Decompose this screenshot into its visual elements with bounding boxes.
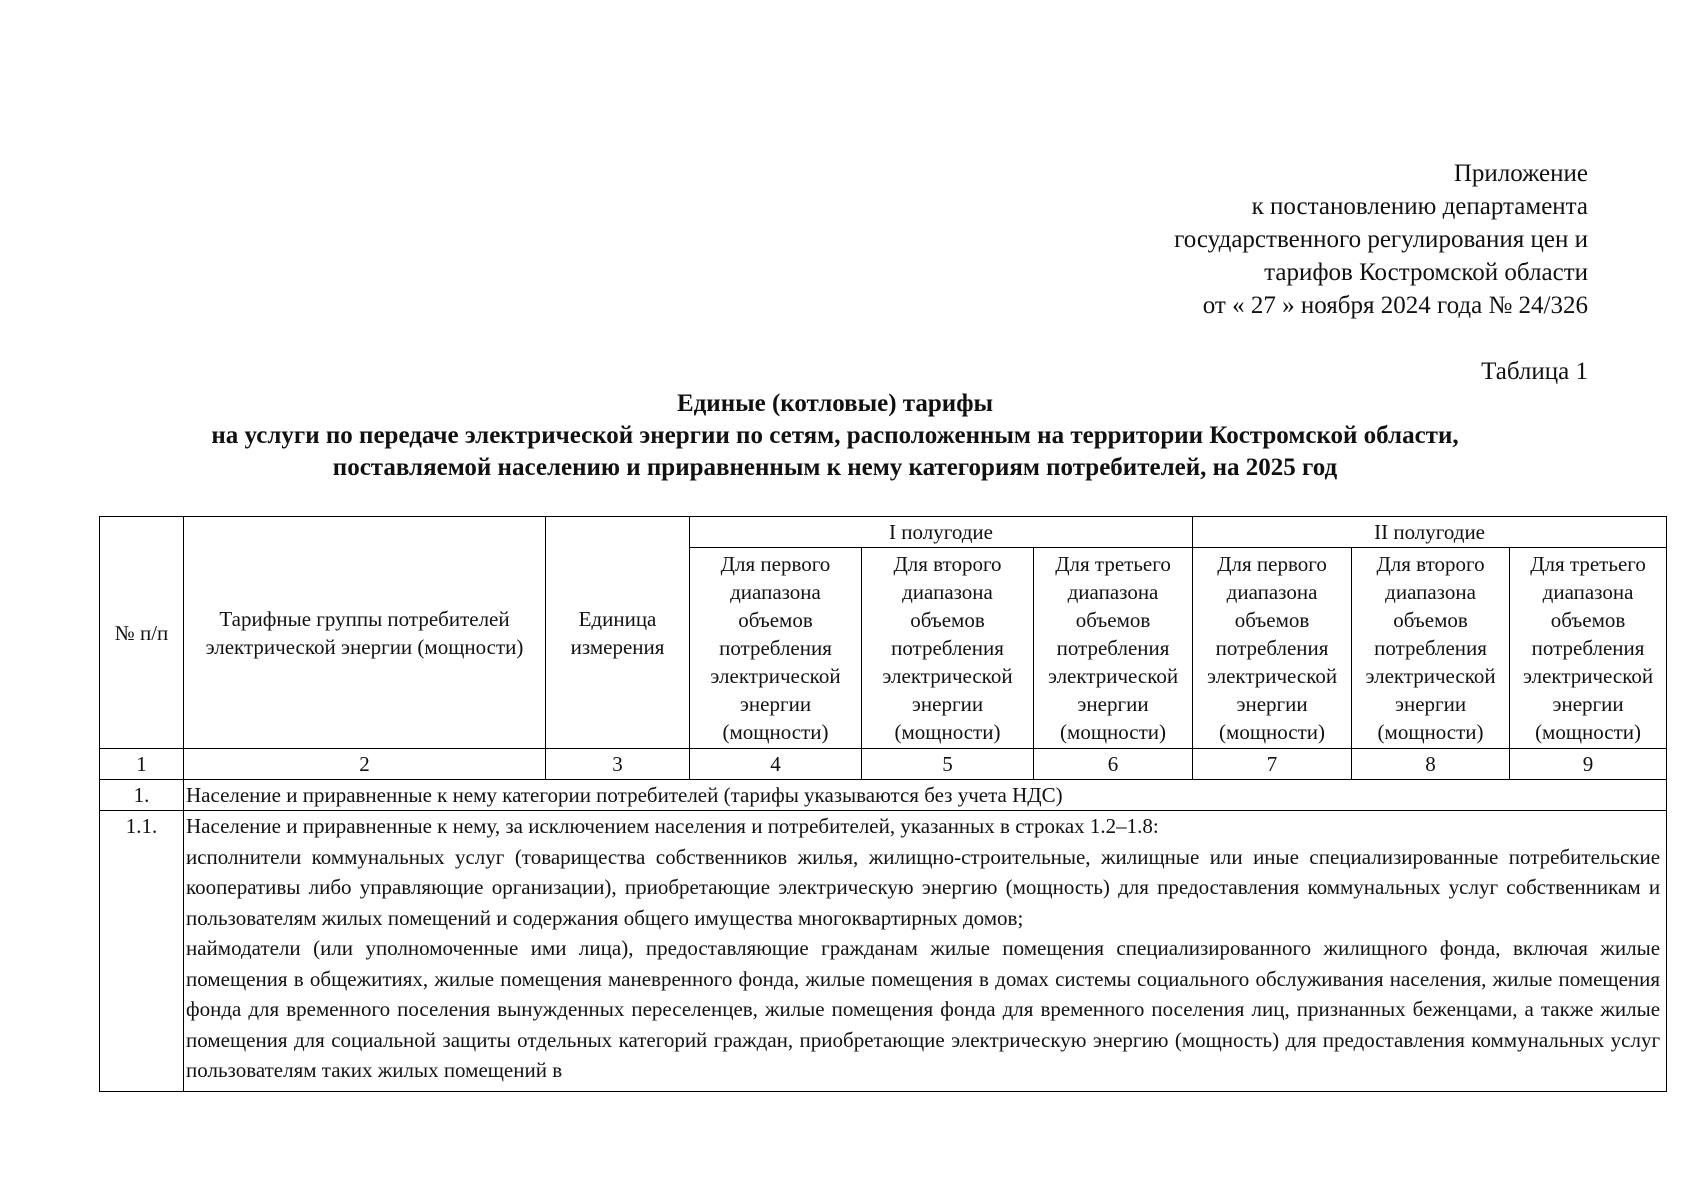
header-h1-range1: Для первого диапазона объемов потребления электрической энергии (мощности) — [690, 548, 862, 749]
row-title: Население и приравненные к нему категории потребителей (тарифы указываются без учета НДС) — [184, 780, 1667, 811]
appendix-line: государственного регулирования цен и — [1174, 226, 1588, 253]
row-description-clip — [186, 811, 1660, 1091]
column-number-row — [100, 749, 1667, 780]
row-number: 1.1. — [100, 811, 184, 1092]
row-paragraph: наймодатели (или уполномоченные ими лица), предоставляющие гражданам жилые помещения специализированного жилищного фонда, включая жилые помещения в общежитиях, жилые помещения маневренного фонда, жилые помещения в домах системы социального обслуживания населения, жилые помещения фонда для временного поселения вынужденных переселенцев, жилые помещения фонда для временного поселения лиц, признанных беженцами, а также жилые помещения для социальной защиты отдельных категорий граждан, приобретающие электрическую энергию (мощность) для предоставления коммунальных услуг пользователям таких жилых помещений в — [186, 936, 1661, 1082]
column-number: 6 — [1034, 749, 1193, 780]
header-group: Тарифные группы потребителей электрической энергии (мощности) — [184, 517, 546, 749]
header-num: № п/п — [100, 517, 184, 749]
table-label: Таблица 1 — [1481, 358, 1588, 385]
column-number: 9 — [1510, 749, 1667, 780]
appendix-line: тарифов Костромской области — [1264, 259, 1588, 286]
appendix-line: Приложение — [1453, 160, 1588, 187]
header-h2-range2: Для второго диапазона объемов потребления электрической энергии (мощности) — [1352, 548, 1510, 749]
appendix-block — [948, 157, 1588, 322]
header-h2-range1: Для первого диапазона объемов потребления электрической энергии (мощности) — [1193, 548, 1352, 749]
header-h2-range3: Для третьего диапазона объемов потребления электрической энергии (мощности) — [1510, 548, 1667, 749]
column-number: 1 — [100, 749, 184, 780]
title-line: на услуги по передаче электрической энергии по сетям, расположенным на территории Костромской области, — [211, 422, 1459, 449]
row-number: 1. — [100, 780, 184, 811]
header-unit: Единица измерения — [546, 517, 690, 749]
table-row — [100, 811, 1667, 1092]
header-half1: I полугодие — [690, 517, 1193, 548]
tariff-table — [99, 516, 1667, 1092]
row-paragraph: исполнители коммунальных услуг (товарищества собственников жилья, жилищно-строительные, жилищные или иные специализированные потребительские кооперативы либо управляющие организации), приобретающие электрическую энергию (мощность) для предоставления коммунальных услуг собственникам и пользователям жилых помещений и содержания общего имущества многоквартирных домов; — [186, 844, 1661, 930]
row-description — [184, 811, 1667, 1092]
column-number: 5 — [862, 749, 1034, 780]
appendix-line: от « 27 » ноября 2024 года № 24/326 — [1202, 292, 1588, 319]
column-number: 3 — [546, 749, 690, 780]
document-title — [100, 388, 1570, 484]
column-number: 2 — [184, 749, 546, 780]
header-half2: II полугодие — [1193, 517, 1667, 548]
header-h1-range2: Для второго диапазона объемов потребления электрической энергии (мощности) — [862, 548, 1034, 749]
table-row — [100, 780, 1667, 811]
header-h1-range3: Для третьего диапазона объемов потребления электрической энергии (мощности) — [1034, 548, 1193, 749]
column-number: 4 — [690, 749, 862, 780]
appendix-line: к постановлению департамента — [1251, 193, 1588, 220]
title-line: поставляемой населению и приравненным к нему категориям потребителей, на 2025 год — [332, 454, 1338, 481]
column-number: 7 — [1193, 749, 1352, 780]
title-line: Единые (котловые) тарифы — [676, 390, 994, 417]
row-intro: Население и приравненные к нему, за исключением населения и потребителей, указанных в строках 1.2–1.8: — [186, 814, 1159, 838]
column-number: 8 — [1352, 749, 1510, 780]
